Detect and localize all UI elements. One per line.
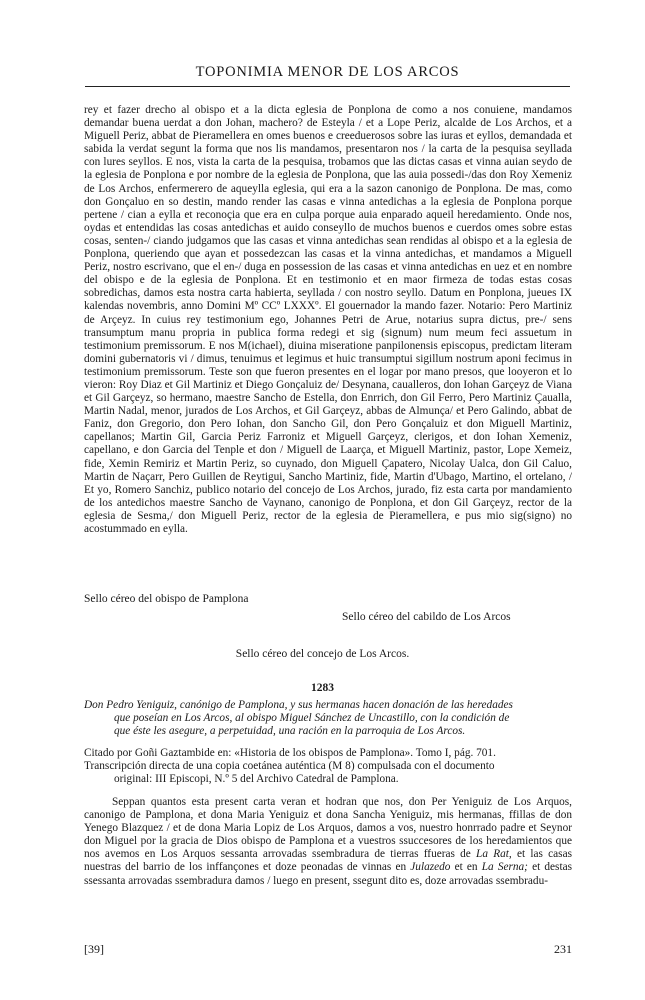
- document-1-body: [84, 104, 572, 536]
- footer-section-number: [39]: [84, 942, 104, 956]
- place-name: La Serna;: [481, 861, 528, 874]
- place-name: Julazedo: [410, 861, 451, 874]
- citation-line-1: Citado por Goñi Gaztambide en: «Historia de los obispos de Pamplona». Tomo I, pág. 701.: [84, 747, 496, 759]
- document-2-text: [84, 796, 572, 888]
- document-2-body: [84, 796, 572, 888]
- text-segment: et destas ssessanta arrovadas ssembradura damos / luego en present, ssegunt dito es, doze arrovadas ssembradu-: [84, 861, 572, 887]
- text-segment: Seppan quantos esta present carta veran et hodran que nos, don Per Yeniguiz de Los Arquos, canonigo de Pamplona, et dona Maria Yeniguiz et dona Sancha Yeniguiz, mis hermanas, ffillas de don Yenego Blazquez / et de dona Maria Lopiz de Los Arquos, damos a vos, nuestro honrrado padre et Seynor don Miguel por la gracia de Dios obispo de Pamplona et a vuestros ssuccesores de los heredamientos que nos avemos en Los Arquos sessanta arrovadas ssembradura de tierras ffueras de: [84, 796, 572, 861]
- header-rule: [85, 86, 570, 87]
- seal-chapter: Sello céreo del cabildo de Los Arcos: [342, 611, 511, 623]
- document-2-year: 1283: [311, 682, 334, 694]
- document-2-citation: [84, 747, 572, 786]
- running-header: TOPONIMIA MENOR DE LOS ARCOS: [195, 64, 460, 80]
- text-segment: et en: [450, 861, 482, 874]
- seal-council: Sello céreo del concejo de Los Arcos.: [235, 648, 410, 660]
- summary-line-1: Don Pedro Yeniguiz, canónigo de Pamplona, y sus hermanas hacen donación de las heredades: [84, 699, 513, 711]
- page-number: 231: [554, 942, 572, 956]
- summary-line-3: que éste les asegure, a perpetuidad, una ración en la parroquia de Los Arcos.: [114, 725, 466, 738]
- summary-line-2: que poseían en Los Arcos, al obispo Miguel Sánchez de Uncastillo, con la condición de: [114, 712, 510, 725]
- text-segment: et las casas nuestras del barrio de los inffançones et doze peonadas de vinnas en: [84, 848, 572, 874]
- place-name: La Rat,: [476, 848, 512, 861]
- citation-line-3: original: III Episcopi, N.º 5 del Archivo Catedral de Pamplona.: [114, 773, 399, 786]
- document-2-summary: [84, 699, 572, 738]
- seal-bishop: Sello céreo del obispo de Pamplona: [84, 593, 249, 605]
- document-1-text: rey et fazer drecho al obispo et a la dicta eglesia de Ponplona de como a nos conuiene, mandamos demandar buena uerdat a don Johan, machero? de Esteyla / et a Lope Periz, alcalde de Los Archos, et a Miguell Periz, abbat de Pieramellera en omes buenos e creeduerosos sobre las iuras et eyllos, demandada et sabida la verdat segunt la forma que nos lis mandamos, presentaron nos / la carta de la pesquisa seyllada con lures seyllos. E nos, vista la carta de la pesquisa, trobamos que las dictas casas et vinna auian seydo de la eglesia de Ponplona e por nombre de la eglesia de Ponplona, que las auia possedi-/das don Roy Xemeniz de Los Archos, enfermerero de aqueylla eglesia, qui era a la sazon canonigo de Ponplona. De mas, como don Gonçaluo en so destin, mando render las casas e vinna antedichas a la eglesia de Ponplona porque pertene / cian a eylla et reconoçia que era en culpa porque auia enparado aqueil heredamiento. Onde nos, oydas et entendidas las cosas antedichas et auido conseyllo de muchos buenos e cuerdos omes sobre estas cosas, senten-/ ciando judgamos que las casas et vinna antedichas sean rendidas al obispo et a la eglesia de Ponplona, queriendo que ayan et possedezcan las casas et la vinna antedichas, et mandamos a Miguell Periz, nostro escrivano, que el en-/ duga en possession de las casas et vinna antedichas en uez et en nombre del obispo e de la eglesia de Ponplona. Et en testimonio et en maor firmeza de todas estas cosas sobredichas, damos esta nostra carta habierta, seyllada / con nostro seyllo. Datum en Ponplona, jueues IX kalendas novembris, anno Domini Mº CCº LXXXº. El gouernador la mando fazer. Notario: Pero Martiniz de Arçeyz. In cuius rey testimonium ego, Johannes Petri de Arue, notarius supra dictus, pre-/ sens transumptum manu propria in publica forma redegi et sig (signum) num meum feci assuetum in testimonium premissorum. E nos M(ichael), diuina miseratione panpilonensis episcopus, predictam literam domini gubernatoris vi / dimus, tenuimus et legimus et huic transumptui sigillum nostrum aponi fecimus in testimonium premissorum. Teste son que fueron presentes en el logar por mano presos, que looyeron et lo vieron: Roy Diaz et Gil Martiniz et Diego Gonçaluiz de/ Desynana, caualleros, don Iohan Garçeyz de Viana et Gil Garçeyz, so hermano, maestre Sancho de Estella, don Enrrich, don Gil Ferro, Pero Martiniz Çaualla, Martin Nadal, menor, jurados de Los Archos, et Gil Garçeyz, abbas de Almunça/ et Pero Galindo, abbat de Faniz, don Gregorio, don Pero Iohan, don Sancho Gil, don Pero Gonçaluiz et don Miguell Martiniz, capellanos; Martin Gil, Garcia Periz Farroniz et Miguell Garçeyz, clerigos, et don Iohan Xemeniz, capellano, e don Garcia del Tenple et don / Miguell de Laarça, et Miguell Martiniz, pastor, Lope Xemeiz, fide, Xemin Remiriz et Martin Periz, so cuynado, don Miguell Çapatero, Nicolay Ualca, don Gil Caluo, Martin de Naçarr, Pero Guillen de Reytigui, Sancho Martiniz, fide, Martin d'Ubago, Martino, el ortelano, / Et yo, Romero Sanchiz, publico notario del concejo de Los Archos, jurado, fiz esta carta por mandamiento de los antedichos maestre Sancho de Vaynano, canonigo de Ponplona, et don Gil Garçeyz, rector de la eglesia de Sesma,/ don Miguell Periz, rector de la eglesia de Pieramellera, e pus mio sig(signo) no acostummado en eylla.: [84, 104, 572, 535]
- citation-line-2: Transcripción directa de una copia coetánea auténtica (M 8) compulsada con el documento: [84, 760, 495, 773]
